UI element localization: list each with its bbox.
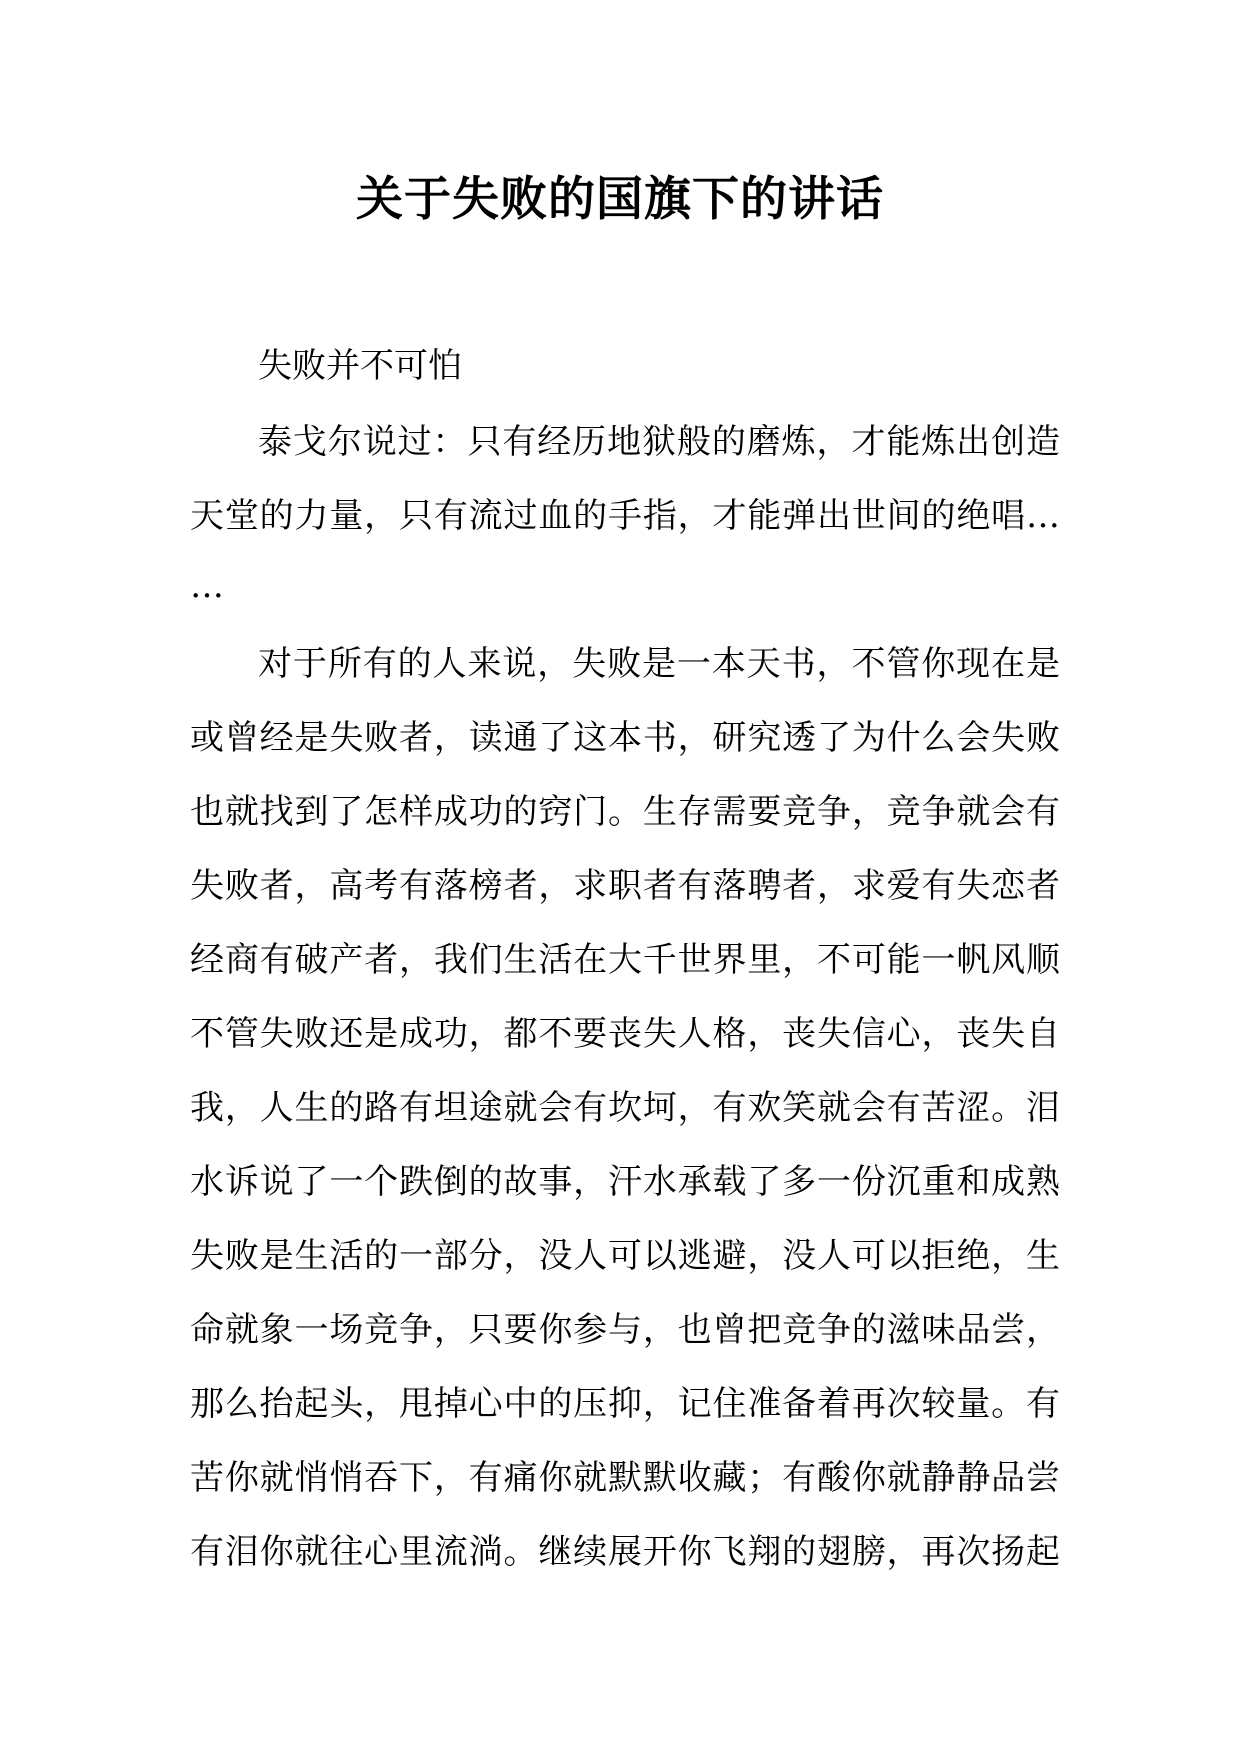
paragraph-line: 我，人生的路有坦途就会有坎坷，有欢笑就会有苦涩。泪 bbox=[190, 1088, 1060, 1128]
paragraph-line: 命就象一场竞争，只要你参与，也曾把竞争的滋味品尝， bbox=[190, 1310, 1060, 1350]
document-title: 关于失败的国旗下的讲话 bbox=[356, 172, 884, 227]
paragraph-line: 苦你就悄悄吞下，有痛你就默默收藏；有酸你就静静品尝 bbox=[190, 1458, 1060, 1498]
paragraph-line: 不管失败还是成功，都不要丧失人格，丧失信心，丧失自 bbox=[190, 1014, 1060, 1054]
paragraph-line: 有泪你就往心里流淌。继续展开你飞翔的翅膀，再次扬起 bbox=[190, 1532, 1060, 1572]
paragraph-line: 失败者，高考有落榜者，求职者有落聘者，求爱有失恋者 bbox=[190, 866, 1060, 906]
paragraph-line: 天堂的力量，只有流过血的手指，才能弹出世间的绝唱… bbox=[190, 496, 1060, 536]
paragraph-line: … bbox=[190, 566, 224, 606]
subtitle-line: 失败并不可怕 bbox=[258, 346, 462, 386]
paragraph-line: 经商有破产者，我们生活在大千世界里，不可能一帆风顺 bbox=[190, 940, 1060, 980]
paragraph-line: 那么抬起头，甩掉心中的压抑，记住准备着再次较量。有 bbox=[190, 1384, 1060, 1424]
paragraph-line: 泰戈尔说过：只有经历地狱般的磨炼，才能炼出创造 bbox=[258, 422, 1060, 462]
paragraph-line: 水诉说了一个跌倒的故事，汗水承载了多一份沉重和成熟 bbox=[190, 1162, 1060, 1202]
paragraph-line: 对于所有的人来说，失败是一本天书，不管你现在是 bbox=[258, 644, 1060, 684]
paragraph-line: 或曾经是失败者，读通了这本书，研究透了为什么会失败 bbox=[190, 718, 1060, 758]
paragraph-line: 失败是生活的一部分，没人可以逃避，没人可以拒绝，生 bbox=[190, 1236, 1060, 1276]
paragraph-line: 也就找到了怎样成功的窍门。生存需要竞争，竞争就会有 bbox=[190, 792, 1060, 832]
